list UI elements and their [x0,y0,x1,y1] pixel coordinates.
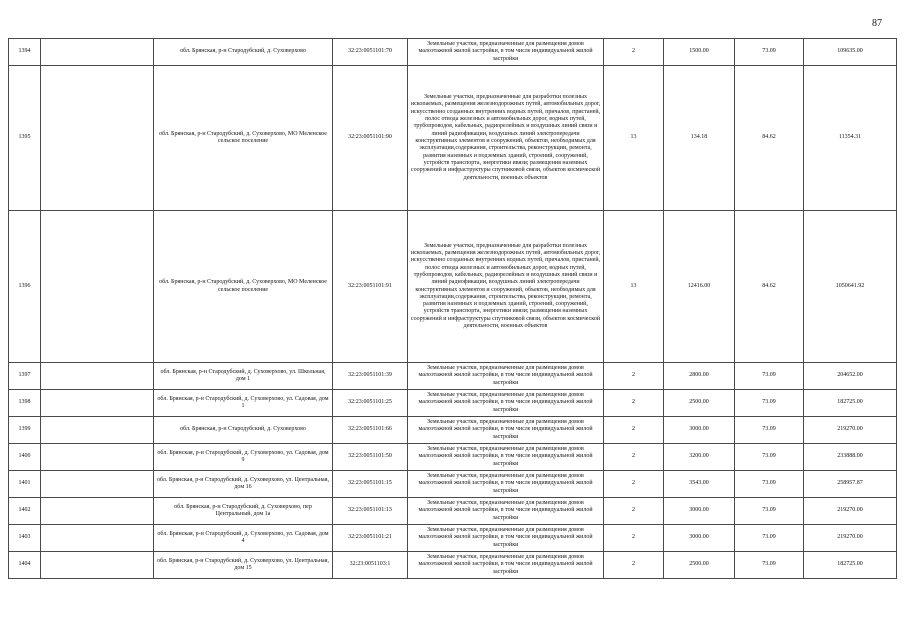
area-cell: 3000.00 [664,417,735,444]
table-row [9,471,897,498]
cadastral-number-cell: 32:23:0051101:70 [333,39,408,66]
land-use-cell: Земельные участки, предназначенные для размещения домов малоэтажной жилой застройки, в том числе индивидуальной жилой застройки [408,390,604,417]
cadastral-number-cell: 32:23:0051101:25 [333,390,408,417]
area-cell: 2500.00 [664,390,735,417]
land-use-cell: Земельные участки, предназначенные для размещения домов малоэтажной жилой застройки, в том числе индивидуальной жилой застройки [408,498,604,525]
spacer-cell [41,66,154,211]
table-row [9,390,897,417]
table-row [9,417,897,444]
land-use-cell: Земельные участки, предназначенные для размещения домов малоэтажной жилой застройки, в том числе индивидуальной жилой застройки [408,444,604,471]
specific-value-cell: 73.09 [735,525,804,552]
row-number: 1399 [9,417,41,444]
cadastral-number-cell: 32:23:0051101:50 [333,444,408,471]
spacer-cell [41,471,154,498]
address-cell: обл. Брянская, р-н Стародубский, д. Суховерхово [154,39,333,66]
specific-value-cell: 73.09 [735,471,804,498]
spacer-cell [41,498,154,525]
land-use-cell: Земельные участки, предназначенные для размещения домов малоэтажной жилой застройки, в том числе индивидуальной жилой застройки [408,363,604,390]
cadastral-number-cell: 32:23:0051103:1 [333,552,408,579]
area-cell: 2500.00 [664,552,735,579]
spacer-cell [41,525,154,552]
address-cell: обл. Брянская, р-н Стародубский, д. Суховерхово [154,417,333,444]
table-body [9,39,897,579]
spacer-cell [41,417,154,444]
address-cell: обл. Брянская, р-н Стародубский, д. Суховерхово, ул. Центральная, дом 16 [154,471,333,498]
land-registry-table [8,38,897,579]
address-cell: обл. Брянская, р-н Стародубский, д. Суховерхово, ул. Школьная, дом 1 [154,363,333,390]
row-number: 1401 [9,471,41,498]
row-number: 1396 [9,211,41,363]
specific-value-cell: 73.09 [735,417,804,444]
cadastral-number-cell: 32:23:0051101:39 [333,363,408,390]
address-cell: обл. Брянская, р-н Стародубский, д. Суховерхово, пер Центральный, дом 1а [154,498,333,525]
land-use-cell: Земельные участки, предназначенные для размещения домов малоэтажной жилой застройки, в том числе индивидуальной жилой застройки [408,417,604,444]
specific-value-cell: 73.09 [735,363,804,390]
cadastral-number-cell: 32:23:0051101:13 [333,498,408,525]
land-use-cell: Земельные участки, предназначенные для размещения домов малоэтажной жилой застройки, в том числе индивидуальной жилой застройки [408,471,604,498]
row-number: 1400 [9,444,41,471]
address-cell: обл. Брянская, р-н Стародубский, д. Суховерхово, ул. Садовая, дом 4 [154,525,333,552]
spacer-cell [41,39,154,66]
cadastral-value-cell: 219270.00 [804,417,897,444]
cadastral-number-cell: 32:23:0051101:66 [333,417,408,444]
cadastral-value-cell: 204652.00 [804,363,897,390]
address-cell: обл. Брянская, р-н Стародубский, д. Суховерхово, ул. Центральная, дом 15 [154,552,333,579]
row-number: 1402 [9,498,41,525]
area-cell: 2800.00 [664,363,735,390]
category-code-cell: 2 [604,498,664,525]
row-number: 1395 [9,66,41,211]
category-code-cell: 2 [604,525,664,552]
category-code-cell: 2 [604,39,664,66]
cadastral-value-cell: 219270.00 [804,525,897,552]
category-code-cell: 2 [604,390,664,417]
category-code-cell: 2 [604,417,664,444]
cadastral-number-cell: 32:23:0051101:21 [333,525,408,552]
address-cell: обл. Брянская, р-н Стародубский, д. Суховерхово, МО Меленское сельское поселение [154,66,333,211]
specific-value-cell: 73.09 [735,498,804,525]
area-cell: 134.18 [664,66,735,211]
row-number: 1394 [9,39,41,66]
specific-value-cell: 73.09 [735,39,804,66]
category-code-cell: 13 [604,211,664,363]
land-use-cell: Земельные участки, предназначенные для разработки полезных ископаемых, размещения железнодорожных путей, автомобильных дорог, искусственно созданных внутренних водных путей, причалов, пристаней, полос отвода железных и автомобильных дорог, водных путей, трубопроводов, кабельных, радиорелейных и воздушных линий связи и линий радиофикации, воздушных линий электропередачи конструктивных элементов и сооружений, объектов, необходимых для эксплуатации,содержания, строительства, реконструкции, ремонта, развития наземных и подземных зданий, строений, сооружений, устройств транспорта, энергетики ивязи; размещения наземных сооружений и инфраструктуры спутниковой связи, объектов космической деятельности, военных объектов [408,211,604,363]
area-cell: 12416.00 [664,211,735,363]
area-cell: 1500.00 [664,39,735,66]
row-number: 1404 [9,552,41,579]
table-row [9,525,897,552]
page-number: 87 [872,18,882,29]
area-cell: 3000.00 [664,525,735,552]
spacer-cell [41,390,154,417]
cadastral-value-cell: 182725.00 [804,390,897,417]
specific-value-cell: 73.09 [735,390,804,417]
cadastral-value-cell: 109635.00 [804,39,897,66]
address-cell: обл. Брянская, р-н Стародубский, д. Суховерхово, ул. Садовая, дом 1 [154,390,333,417]
specific-value-cell: 73.09 [735,552,804,579]
cadastral-value-cell: 11354.31 [804,66,897,211]
cadastral-value-cell: 233888.00 [804,444,897,471]
table-row [9,498,897,525]
table-row [9,39,897,66]
cadastral-number-cell: 32:23:0051101:15 [333,471,408,498]
spacer-cell [41,363,154,390]
land-use-cell: Земельные участки, предназначенные для размещения домов малоэтажной жилой застройки, в том числе индивидуальной жилой застройки [408,39,604,66]
spacer-cell [41,211,154,363]
area-cell: 3200.00 [664,444,735,471]
category-code-cell: 2 [604,552,664,579]
table-row [9,211,897,363]
area-cell: 3000.00 [664,498,735,525]
category-code-cell: 2 [604,363,664,390]
land-use-cell: Земельные участки, предназначенные для размещения домов малоэтажной жилой застройки, в том числе индивидуальной жилой застройки [408,552,604,579]
cadastral-value-cell: 182725.00 [804,552,897,579]
table-row [9,552,897,579]
specific-value-cell: 73.09 [735,444,804,471]
table-row [9,363,897,390]
address-cell: обл. Брянская, р-н Стародубский, д. Суховерхово, ул. Садовая, дом 9 [154,444,333,471]
spacer-cell [41,444,154,471]
row-number: 1397 [9,363,41,390]
cadastral-value-cell: 219270.00 [804,498,897,525]
row-number: 1403 [9,525,41,552]
specific-value-cell: 84.62 [735,66,804,211]
row-number: 1398 [9,390,41,417]
cadastral-number-cell: 32:23:0051101:90 [333,66,408,211]
land-use-cell: Земельные участки, предназначенные для разработки полезных ископаемых, размещения железнодорожных путей, автомобильных дорог, искусственно созданных внутренних водных путей, причалов, пристаней, полос отвода железных и автомобильных дорог, водных путей, трубопроводов, кабельных, радиорелейных и воздушных линий связи и линий радиофикации, воздушных линий электропередачи конструктивных элементов и сооружений, объектов, необходимых для эксплуатации,содержания, строительства, реконструкции, ремонта, развития наземных и подземных зданий, строений, сооружений, устройств транспорта, энергетики ивязи; размещения наземных сооружений и инфраструктуры спутниковой связи, объектов космической деятельности, военных объектов [408,66,604,211]
land-use-cell: Земельные участки, предназначенные для размещения домов малоэтажной жилой застройки, в том числе индивидуальной жилой застройки [408,525,604,552]
table-row [9,444,897,471]
category-code-cell: 2 [604,471,664,498]
cadastral-value-cell: 1050641.92 [804,211,897,363]
cadastral-value-cell: 258957.87 [804,471,897,498]
category-code-cell: 2 [604,444,664,471]
specific-value-cell: 84.62 [735,211,804,363]
cadastral-number-cell: 32:23:0051101:91 [333,211,408,363]
address-cell: обл. Брянская, р-н Стародубский, д. Суховерхово, МО Меленское сельское поселение [154,211,333,363]
category-code-cell: 13 [604,66,664,211]
area-cell: 3543.00 [664,471,735,498]
spacer-cell [41,552,154,579]
table-row [9,66,897,211]
